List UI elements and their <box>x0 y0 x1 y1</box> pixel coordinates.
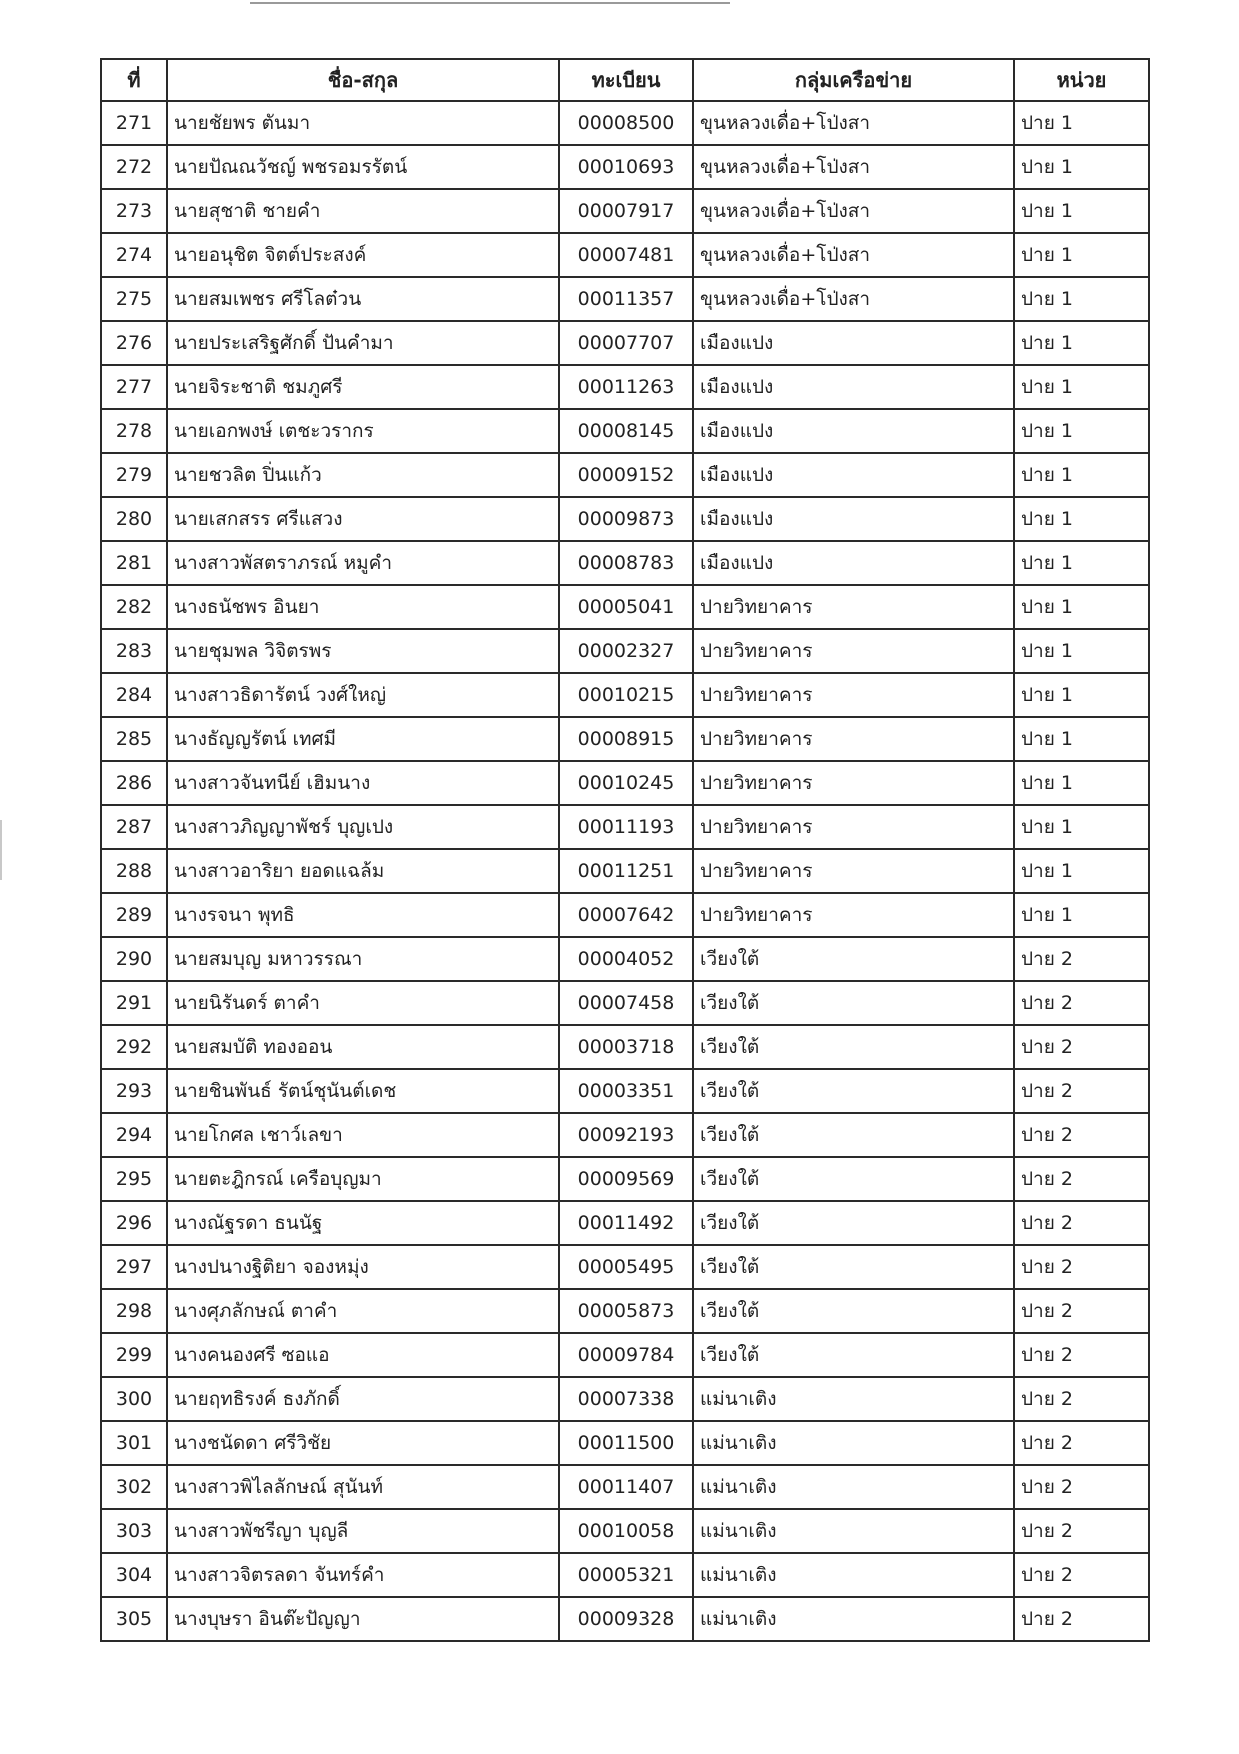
header-no: ที่ <box>101 59 167 101</box>
cell-name: นางสาวภิญญาพัชร์ บุญเปง <box>167 805 559 849</box>
cell-registration: 00008783 <box>559 541 693 585</box>
table-row <box>101 1377 1149 1421</box>
table-row <box>101 1245 1149 1289</box>
cell-registration: 00011500 <box>559 1421 693 1465</box>
cell-registration: 00005321 <box>559 1553 693 1597</box>
table-row <box>101 937 1149 981</box>
cell-unit: ปาย 2 <box>1014 1509 1149 1553</box>
cell-no: 271 <box>101 101 167 145</box>
cell-network-group: ปายวิทยาคาร <box>693 805 1014 849</box>
cell-network-group: ปายวิทยาคาร <box>693 849 1014 893</box>
table-row <box>101 277 1149 321</box>
cell-name: นางสาวธิดารัตน์ วงศ์ใหญ่ <box>167 673 559 717</box>
cell-name: นางสาวพิไลลักษณ์ สุนันท์ <box>167 1465 559 1509</box>
cell-no: 286 <box>101 761 167 805</box>
table-row <box>101 805 1149 849</box>
cell-network-group: เวียงใต้ <box>693 1201 1014 1245</box>
header-registration: ทะเบียน <box>559 59 693 101</box>
cell-unit: ปาย 1 <box>1014 541 1149 585</box>
cell-registration: 00011407 <box>559 1465 693 1509</box>
cell-unit: ปาย 1 <box>1014 321 1149 365</box>
cell-no: 284 <box>101 673 167 717</box>
cell-name: นายประเสริฐศักดิ์ ปันคำมา <box>167 321 559 365</box>
cell-no: 275 <box>101 277 167 321</box>
cell-unit: ปาย 1 <box>1014 673 1149 717</box>
cell-unit: ปาย 1 <box>1014 101 1149 145</box>
cell-network-group: ปายวิทยาคาร <box>693 585 1014 629</box>
cell-network-group: แม่นาเติง <box>693 1465 1014 1509</box>
cell-registration: 00005495 <box>559 1245 693 1289</box>
table-row <box>101 1597 1149 1641</box>
cell-name: นายชินพันธ์ รัตน์ชุนันต์เดช <box>167 1069 559 1113</box>
cell-name: นางธัญญรัตน์ เทศมี <box>167 717 559 761</box>
cell-network-group: ปายวิทยาคาร <box>693 893 1014 937</box>
cell-name: นางชนัดดา ศรีวิชัย <box>167 1421 559 1465</box>
table-row <box>101 1113 1149 1157</box>
table-row <box>101 585 1149 629</box>
table-row <box>101 1289 1149 1333</box>
cell-name: นายสมบุญ มหาวรรณา <box>167 937 559 981</box>
table-row <box>101 1201 1149 1245</box>
cell-no: 304 <box>101 1553 167 1597</box>
cell-no: 287 <box>101 805 167 849</box>
cell-network-group: เวียงใต้ <box>693 1157 1014 1201</box>
table-row <box>101 849 1149 893</box>
cell-network-group: แม่นาเติง <box>693 1553 1014 1597</box>
cell-registration: 00007458 <box>559 981 693 1025</box>
cell-registration: 00010215 <box>559 673 693 717</box>
cell-registration: 00010693 <box>559 145 693 189</box>
cell-unit: ปาย 1 <box>1014 277 1149 321</box>
cell-unit: ปาย 2 <box>1014 1465 1149 1509</box>
cell-registration: 00009873 <box>559 497 693 541</box>
cell-no: 298 <box>101 1289 167 1333</box>
cell-unit: ปาย 2 <box>1014 1377 1149 1421</box>
cell-registration: 00003351 <box>559 1069 693 1113</box>
table-row <box>101 189 1149 233</box>
cell-registration: 00009328 <box>559 1597 693 1641</box>
cell-name: นายชุมพล วิจิตรพร <box>167 629 559 673</box>
cell-network-group: แม่นาเติง <box>693 1509 1014 1553</box>
cell-unit: ปาย 2 <box>1014 1157 1149 1201</box>
cell-no: 279 <box>101 453 167 497</box>
cell-unit: ปาย 2 <box>1014 1333 1149 1377</box>
cell-network-group: ปายวิทยาคาร <box>693 673 1014 717</box>
cell-unit: ปาย 2 <box>1014 1245 1149 1289</box>
cell-registration: 00003718 <box>559 1025 693 1069</box>
cell-no: 292 <box>101 1025 167 1069</box>
cell-name: นายนิรันดร์ ตาคำ <box>167 981 559 1025</box>
cell-no: 272 <box>101 145 167 189</box>
cell-network-group: ขุนหลวงเดื่อ+โป่งสา <box>693 189 1014 233</box>
table-row <box>101 1333 1149 1377</box>
cell-name: นายเสกสรร ศรีแสวง <box>167 497 559 541</box>
cell-network-group: เมืองแปง <box>693 497 1014 541</box>
cell-network-group: แม่นาเติง <box>693 1377 1014 1421</box>
cell-unit: ปาย 2 <box>1014 1201 1149 1245</box>
roster-table-container <box>100 58 1148 1642</box>
cell-registration: 00007481 <box>559 233 693 277</box>
scan-edge-mark <box>0 820 2 880</box>
cell-unit: ปาย 2 <box>1014 1553 1149 1597</box>
cell-no: 276 <box>101 321 167 365</box>
cell-network-group: เวียงใต้ <box>693 1245 1014 1289</box>
cell-name: นางรจนา พุทธิ <box>167 893 559 937</box>
cell-network-group: เมืองแปง <box>693 541 1014 585</box>
cell-registration: 00007642 <box>559 893 693 937</box>
cell-name: นางสาวพัชรีญา บุญลี <box>167 1509 559 1553</box>
table-body <box>101 101 1149 1641</box>
cell-network-group: เวียงใต้ <box>693 1113 1014 1157</box>
cell-network-group: แม่นาเติง <box>693 1421 1014 1465</box>
table-row <box>101 761 1149 805</box>
table-row <box>101 497 1149 541</box>
cell-no: 291 <box>101 981 167 1025</box>
cell-network-group: เมืองแปง <box>693 453 1014 497</box>
cell-name: นายสุชาติ ชายคำ <box>167 189 559 233</box>
cell-no: 305 <box>101 1597 167 1641</box>
cell-name: นายเอกพงษ์ เตชะวรากร <box>167 409 559 453</box>
cell-name: นางศุภลักษณ์ ตาคำ <box>167 1289 559 1333</box>
table-row <box>101 321 1149 365</box>
cell-name: นางสาวอาริยา ยอดแฉล้ม <box>167 849 559 893</box>
cell-network-group: เวียงใต้ <box>693 1025 1014 1069</box>
cell-name: นายฤทธิรงค์ ธงภักดิ์ <box>167 1377 559 1421</box>
cell-registration: 00007707 <box>559 321 693 365</box>
cell-name: นางคนองศรี ซอแอ <box>167 1333 559 1377</box>
cell-no: 301 <box>101 1421 167 1465</box>
table-row <box>101 1421 1149 1465</box>
cell-network-group: ปายวิทยาคาร <box>693 717 1014 761</box>
table-row <box>101 629 1149 673</box>
cell-no: 302 <box>101 1465 167 1509</box>
cell-unit: ปาย 1 <box>1014 409 1149 453</box>
cell-unit: ปาย 1 <box>1014 453 1149 497</box>
cell-network-group: เมืองแปง <box>693 365 1014 409</box>
cell-name: นางปนางฐิติยา จองหมุ่ง <box>167 1245 559 1289</box>
cell-name: นายชัยพร ตันมา <box>167 101 559 145</box>
table-row <box>101 981 1149 1025</box>
scan-edge-line <box>250 2 730 4</box>
cell-registration: 00009784 <box>559 1333 693 1377</box>
cell-unit: ปาย 1 <box>1014 497 1149 541</box>
cell-unit: ปาย 1 <box>1014 585 1149 629</box>
cell-no: 293 <box>101 1069 167 1113</box>
cell-name: นายตะฎิกรณ์ เครือบุญมา <box>167 1157 559 1201</box>
cell-registration: 00011263 <box>559 365 693 409</box>
table-row <box>101 101 1149 145</box>
cell-name: นายโกศล เชาว์เลขา <box>167 1113 559 1157</box>
cell-name: นางณัฐรดา ธนนัฐ <box>167 1201 559 1245</box>
cell-network-group: เมืองแปง <box>693 409 1014 453</box>
cell-unit: ปาย 1 <box>1014 629 1149 673</box>
table-row <box>101 409 1149 453</box>
cell-registration: 00009152 <box>559 453 693 497</box>
cell-no: 294 <box>101 1113 167 1157</box>
cell-network-group: ขุนหลวงเดื่อ+โป่งสา <box>693 101 1014 145</box>
cell-unit: ปาย 1 <box>1014 717 1149 761</box>
cell-no: 296 <box>101 1201 167 1245</box>
cell-unit: ปาย 1 <box>1014 365 1149 409</box>
cell-network-group: เมืองแปง <box>693 321 1014 365</box>
table-row <box>101 233 1149 277</box>
table-row <box>101 1509 1149 1553</box>
cell-unit: ปาย 1 <box>1014 849 1149 893</box>
cell-unit: ปาย 1 <box>1014 893 1149 937</box>
cell-network-group: ขุนหลวงเดื่อ+โป่งสา <box>693 277 1014 321</box>
cell-network-group: เวียงใต้ <box>693 937 1014 981</box>
cell-registration: 00011193 <box>559 805 693 849</box>
cell-network-group: เวียงใต้ <box>693 1069 1014 1113</box>
table-row <box>101 1025 1149 1069</box>
header-network-group: กลุ่มเครือข่าย <box>693 59 1014 101</box>
cell-unit: ปาย 1 <box>1014 189 1149 233</box>
cell-no: 282 <box>101 585 167 629</box>
cell-network-group: ปายวิทยาคาร <box>693 761 1014 805</box>
cell-registration: 00007338 <box>559 1377 693 1421</box>
table-row <box>101 673 1149 717</box>
cell-name: นายสมบัติ ทองออน <box>167 1025 559 1069</box>
cell-name: นางสาวจิตรลดา จันทร์คำ <box>167 1553 559 1597</box>
header-unit: หน่วย <box>1014 59 1149 101</box>
cell-no: 273 <box>101 189 167 233</box>
cell-name: นางธนัชพร อินยา <box>167 585 559 629</box>
cell-no: 274 <box>101 233 167 277</box>
table-row <box>101 541 1149 585</box>
cell-unit: ปาย 2 <box>1014 981 1149 1025</box>
table-row <box>101 145 1149 189</box>
cell-no: 277 <box>101 365 167 409</box>
table-row <box>101 1465 1149 1509</box>
cell-no: 283 <box>101 629 167 673</box>
cell-unit: ปาย 2 <box>1014 1069 1149 1113</box>
cell-unit: ปาย 2 <box>1014 937 1149 981</box>
cell-name: นางบุษรา อินต๊ะปัญญา <box>167 1597 559 1641</box>
table-row <box>101 1157 1149 1201</box>
table-row <box>101 1553 1149 1597</box>
cell-no: 281 <box>101 541 167 585</box>
cell-network-group: ขุนหลวงเดื่อ+โป่งสา <box>693 145 1014 189</box>
cell-network-group: เวียงใต้ <box>693 1333 1014 1377</box>
cell-registration: 00005041 <box>559 585 693 629</box>
cell-registration: 00002327 <box>559 629 693 673</box>
cell-name: นางสาวพัสตราภรณ์ หมูคำ <box>167 541 559 585</box>
cell-registration: 00008500 <box>559 101 693 145</box>
cell-no: 278 <box>101 409 167 453</box>
cell-network-group: แม่นาเติง <box>693 1597 1014 1641</box>
cell-registration: 00010245 <box>559 761 693 805</box>
cell-name: นายปัณณวัชญ์ พชรอมรรัตน์ <box>167 145 559 189</box>
cell-network-group: ปายวิทยาคาร <box>693 629 1014 673</box>
cell-name: นางสาวจันทนีย์ เฮิมนาง <box>167 761 559 805</box>
cell-no: 285 <box>101 717 167 761</box>
cell-unit: ปาย 1 <box>1014 761 1149 805</box>
header-name: ชื่อ-สกุล <box>167 59 559 101</box>
cell-name: นายจิระชาติ ชมภูศรี <box>167 365 559 409</box>
cell-registration: 00011251 <box>559 849 693 893</box>
cell-unit: ปาย 1 <box>1014 805 1149 849</box>
cell-unit: ปาย 2 <box>1014 1113 1149 1157</box>
table-row <box>101 893 1149 937</box>
table-row <box>101 453 1149 497</box>
cell-registration: 00007917 <box>559 189 693 233</box>
table-header-row <box>101 59 1149 101</box>
cell-no: 290 <box>101 937 167 981</box>
cell-unit: ปาย 1 <box>1014 233 1149 277</box>
table-row <box>101 717 1149 761</box>
cell-name: นายชวลิต ปิ่นแก้ว <box>167 453 559 497</box>
cell-unit: ปาย 2 <box>1014 1289 1149 1333</box>
cell-registration: 00005873 <box>559 1289 693 1333</box>
cell-no: 299 <box>101 1333 167 1377</box>
cell-unit: ปาย 1 <box>1014 145 1149 189</box>
cell-no: 303 <box>101 1509 167 1553</box>
cell-registration: 00008915 <box>559 717 693 761</box>
cell-network-group: เวียงใต้ <box>693 981 1014 1025</box>
cell-registration: 00092193 <box>559 1113 693 1157</box>
cell-no: 297 <box>101 1245 167 1289</box>
cell-unit: ปาย 2 <box>1014 1421 1149 1465</box>
table-row <box>101 1069 1149 1113</box>
cell-unit: ปาย 2 <box>1014 1597 1149 1641</box>
cell-registration: 00009569 <box>559 1157 693 1201</box>
cell-name: นายสมเพชร ศรีโลต๋วน <box>167 277 559 321</box>
cell-unit: ปาย 2 <box>1014 1025 1149 1069</box>
cell-no: 280 <box>101 497 167 541</box>
cell-network-group: เวียงใต้ <box>693 1289 1014 1333</box>
cell-registration: 00010058 <box>559 1509 693 1553</box>
cell-registration: 00004052 <box>559 937 693 981</box>
cell-name: นายอนุชิต จิตต์ประสงค์ <box>167 233 559 277</box>
cell-network-group: ขุนหลวงเดื่อ+โป่งสา <box>693 233 1014 277</box>
cell-no: 288 <box>101 849 167 893</box>
cell-registration: 00011357 <box>559 277 693 321</box>
cell-no: 289 <box>101 893 167 937</box>
cell-registration: 00008145 <box>559 409 693 453</box>
roster-table <box>100 58 1150 1642</box>
cell-no: 295 <box>101 1157 167 1201</box>
cell-registration: 00011492 <box>559 1201 693 1245</box>
table-row <box>101 365 1149 409</box>
cell-no: 300 <box>101 1377 167 1421</box>
